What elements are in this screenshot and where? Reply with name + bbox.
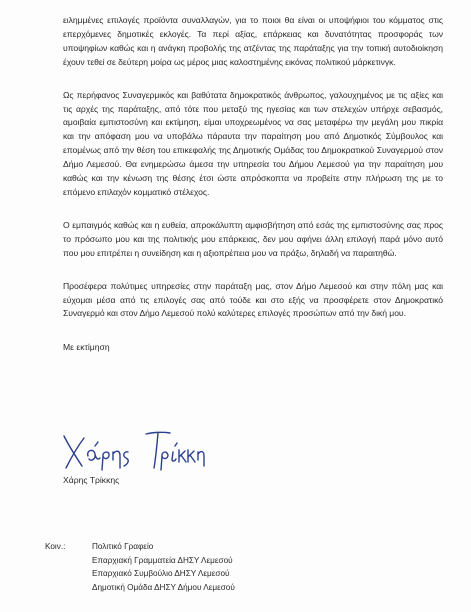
cc-row — [45, 581, 235, 595]
signer-name: Χάρης Τρίκκης — [63, 475, 120, 485]
cc-recipient: Δημοτική Ομάδα ΔΗΣΥ Δήμου Λεμεσού — [92, 582, 235, 592]
closing-salutation: Με εκτίμηση — [63, 342, 110, 353]
paragraph-3: Ο εμπαιγμός καθώς και η ευθεία, απροκάλυπτη αμφισβήτηση από εσάς της εμπιστοσύνης σας προς το πρόσωπο μου και της πολιτικής μου επάρκειας, δεν μου αφήνει άλλη επιλογή παρά μόνο αυτό που μου επιτρέπει η συνείδηση και η αξιοπρέπεια μου να πράξω, δηλαδή να παραιτηθώ. — [63, 219, 443, 258]
cc-row — [45, 567, 235, 581]
cc-recipient: Επαρχιακό Συμβούλιο ΔΗΣΥ Λεμεσού — [92, 569, 230, 579]
letter-body — [63, 14, 443, 353]
cc-label: Κοιν.: — [45, 542, 66, 551]
cc-list — [45, 540, 235, 594]
paragraph-4: Προσέφερα πολύτιμες υπηρεσίες στην παράταξη μας, στον Δήμο Λεμεσού και στην πόλη μας και εύχομαι μέσα από τις επιλογές σας από τούδε και στο εξής να προσφέρετε στον Δημοκρατικό Συναγερμό και στον Δήμο Λεμεσού πολύ καλύτερες επιλογές προσώπων από την δική μου. — [63, 280, 443, 319]
cc-row — [45, 540, 235, 554]
cc-recipient: Πολιτικό Γραφείο — [92, 542, 154, 551]
cc-row — [45, 554, 235, 568]
paragraph-2: Ως περήφανος Συναγερμικός και βαθύτατα δημοκρατικός άνθρωπος, γαλουχημένος με τις αξίες και τις αρχές της παράταξης, από τότε που μεταξύ της ηγεσίας και των στελεχών υπήρχε σεβασμός, αμοιβαία εμπιστοσύνη και εκτίμηση, είμαι υποχρεωμένος να σας μεταφέρω την μεγάλη μου πικρία και την απόφαση μου να υποβάλω πάραυτα την παραίτηση μου από Δημοτικός Σύμβουλος και επομένως από την θέση του επικεφαλής της Δημοτικής Ομάδας του Δημοκρατικού Συναγερμού στον Δήμο Λεμεσού. Θα ενημερώσω άμεσα την υπηρεσία του Δήμου Λεμεσού για την παραίτηση μου καθώς και την κένωση της θέσης έτσι ώστε απρόσκοπτα να προβείτε στην πλήρωση της με το επόμενο επιλαχόν κομματικό στέλεχος. — [63, 89, 443, 197]
paragraph-1: ειλημμένες επιλογές προϊόντα συναλλαγών, για το ποιοι θα είναι οι υποψήφιοι του κόμματος στις επερχόμενες δημοτικές εκλογές. Τα περί αξίας, επάρκειας και δυνατότητας προσφοράς των υποψηφίων καθώς και η ανάγκη προβολής της ατζέντας της παράταξης για την τοπική αυτοδιοίκηση έχουν τεθεί σε δεύτερη μοίρα ως μέρος μιας καλοστημένης εικόνας πολιτικού μάρκετινγκ. — [63, 15, 443, 67]
cc-recipient: Επαρχιακή Γραμματεία ΔΗΣΥ Λεμεσού — [92, 555, 233, 565]
handwritten-signature — [58, 426, 208, 474]
